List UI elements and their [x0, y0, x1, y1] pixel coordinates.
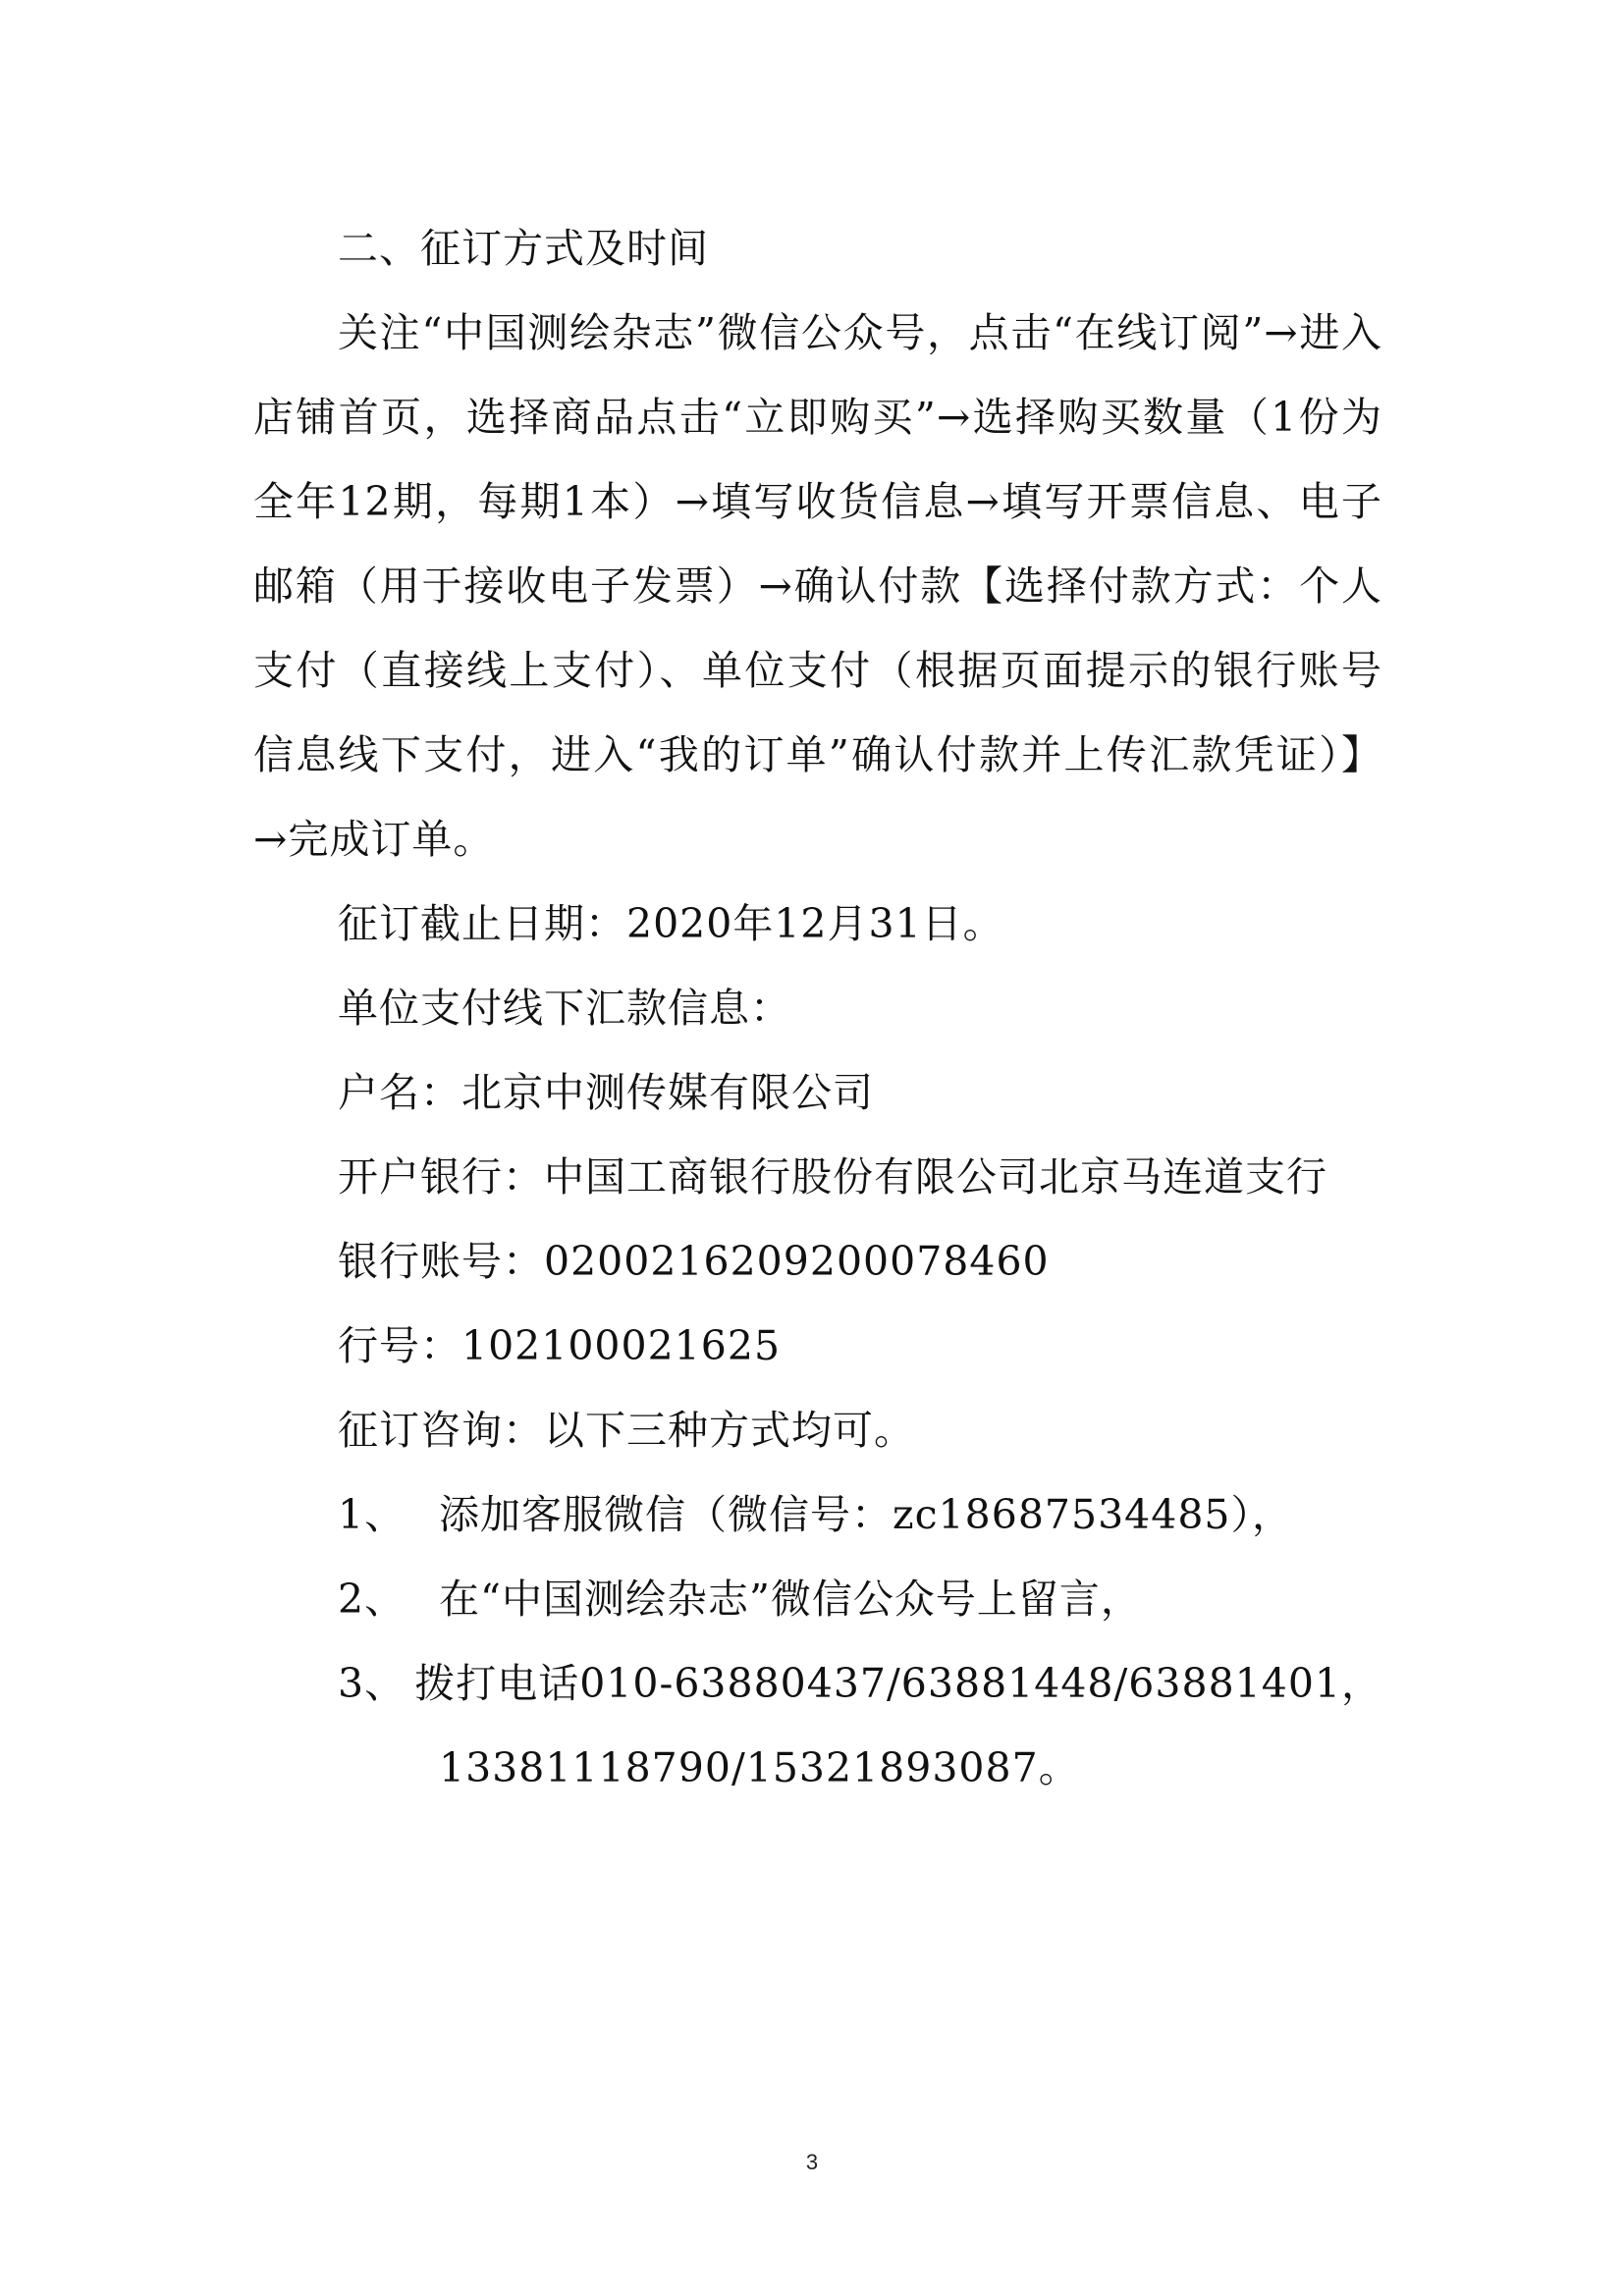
list-item: [253, 1472, 1382, 1557]
list-number: 2、: [338, 1575, 406, 1623]
consultation-line: 征订咨询：以下三种方式均可。: [338, 1407, 915, 1454]
page-number: 3: [805, 2150, 819, 2174]
account-number-line: 银行账号：0200216209200078460: [338, 1238, 1050, 1285]
list-item: [253, 1641, 1382, 1726]
subscription-steps-paragraph: 关注“中国测绘杂志”微信公众号，点击“在线订阅”→进入店铺首页，选择商品点击“立即购买”→选择购买数量（1份为全年12期，每期1本）→填写收货信息→填写开票信息、电子邮箱（用于接收电子发票）→确认付款【选择付款方式：个人支付（直接线上支付）、单位支付（根据页面提示的银行账号信息线下支付，进入“我的订单”确认付款并上传汇款凭证）】→完成订单。: [253, 309, 1382, 863]
list-text: 添加客服微信（微信号：zc18687534485），: [439, 1491, 1294, 1538]
list-text: 在“中国测绘杂志”微信公众号上留言，: [439, 1575, 1142, 1623]
list-item: [253, 1557, 1382, 1641]
page-content: [253, 206, 1382, 1810]
bank-line: 开户银行：中国工商银行股份有限公司北京马连道支行: [338, 1153, 1327, 1201]
list-text: 拨打电话010-63880437/63881448/63881401，: [414, 1660, 1382, 1707]
bank-code-line: 行号：102100021625: [338, 1322, 782, 1369]
section-heading: 二、征订方式及时间: [338, 225, 709, 272]
account-name-line: 户名：北京中测传媒有限公司: [338, 1069, 874, 1116]
deadline-line: 征订截止日期：2020年12月31日。: [338, 900, 1004, 947]
remittance-title: 单位支付线下汇款信息：: [338, 985, 791, 1032]
list-continuation: 13381118790/15321893087。: [439, 1744, 1080, 1791]
list-number: 1、: [338, 1491, 406, 1538]
list-number: 3、: [338, 1660, 406, 1707]
